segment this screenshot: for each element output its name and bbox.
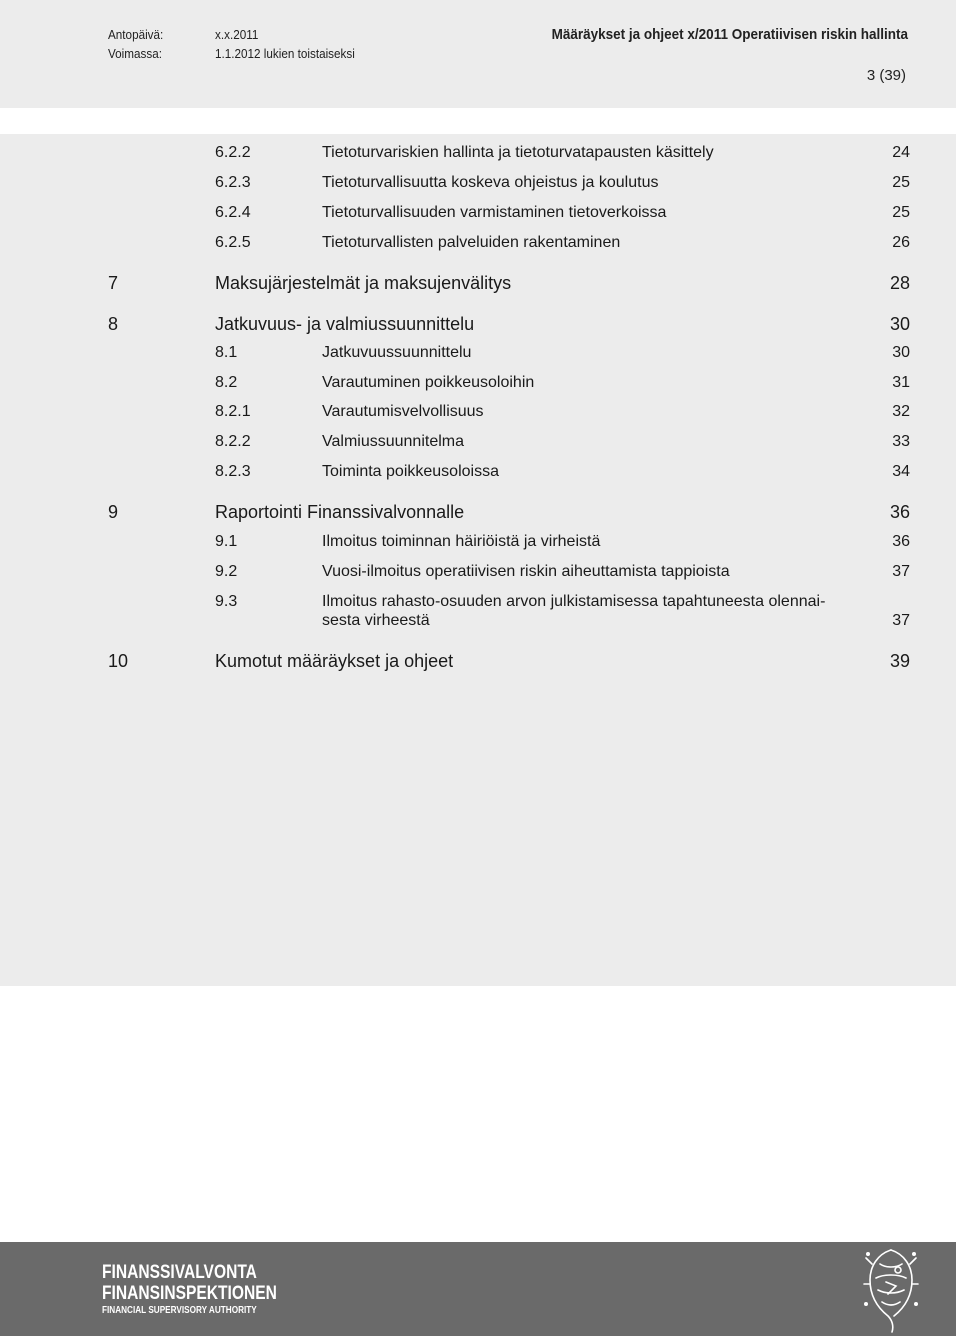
toc-entry-number: 8.2.2 — [215, 433, 251, 450]
toc-section-row[interactable] — [0, 563, 960, 589]
toc-entry-title: Varautumisvelvollisuus — [322, 403, 484, 420]
toc-entry-page: 26 — [892, 234, 910, 251]
toc-entry-title: Ilmoitus toiminnan häiriöistä ja virheistä — [322, 533, 601, 550]
toc-entry-number: 9.1 — [215, 533, 238, 550]
toc-entry-number: 8 — [108, 314, 119, 334]
toc-entry-title: Jatkuvuus- ja valmiussuunnittelu — [215, 314, 475, 334]
toc-section-row[interactable] — [0, 593, 960, 629]
toc-entry-number: 8.2 — [215, 374, 238, 391]
toc-section-row[interactable] — [0, 374, 960, 400]
toc-entry-number: 8.2.1 — [215, 403, 251, 420]
toc-entry-number: 9.2 — [215, 563, 238, 580]
toc-section-row[interactable] — [0, 144, 960, 170]
toc-entry-title: Raportointi Finanssivalvonnalle — [215, 502, 465, 522]
page-header — [0, 0, 956, 108]
toc-entry-title: Varautuminen poikkeusoloihin — [322, 374, 535, 391]
toc-entry-page: 37 — [892, 612, 910, 629]
toc-entry-page: 25 — [892, 174, 910, 191]
toc-entry-page: 28 — [889, 273, 910, 293]
toc-entry-title: Toiminta poikkeusoloissa — [322, 463, 499, 480]
toc-entry-page: 37 — [892, 563, 910, 580]
toc-entry-page: 34 — [892, 463, 910, 480]
document-title: Määräykset ja ohjeet x/2011 Operatiivisen riskin hallinta — [551, 26, 908, 43]
toc-section-row[interactable] — [0, 533, 960, 559]
toc-entry-page: 32 — [892, 403, 910, 420]
toc-entry-title: Tietoturvallisuutta koskeva ohjeistus ja koulutus — [322, 174, 659, 191]
toc-entry-number: 8.2.3 — [215, 463, 251, 480]
toc-entry-number: 7 — [108, 273, 119, 293]
toc-entry-page: 30 — [892, 344, 910, 361]
toc-section-row[interactable] — [0, 174, 960, 200]
toc-chapter-row[interactable] — [0, 314, 960, 340]
logo-line-finansinspektionen: FINANSINSPEKTIONEN — [102, 1283, 277, 1304]
toc-entry-number: 9.3 — [215, 593, 238, 610]
toc-entry-page: 30 — [889, 314, 910, 334]
toc-entry-page: 36 — [889, 502, 910, 522]
toc-entry-title: Tietoturvariskien hallinta ja tietoturvatapausten käsittely — [322, 144, 714, 161]
toc-entry-page: 36 — [892, 533, 910, 550]
logo-line-finanssivalvonta: FINANSSIVALVONTA — [102, 1262, 257, 1283]
toc-section-row[interactable] — [0, 234, 960, 260]
voimassa-label: Voimassa: — [108, 46, 162, 61]
toc-entry-page: 31 — [892, 374, 910, 391]
antopaiva-label: Antopäivä: — [108, 27, 164, 42]
toc-chapter-row[interactable] — [0, 651, 960, 677]
toc-section-row[interactable] — [0, 344, 960, 370]
lion-emblem-icon — [858, 1244, 924, 1334]
toc-entry-number: 6.2.2 — [215, 144, 251, 161]
toc-chapter-row[interactable] — [0, 273, 960, 299]
toc-entry-title: Jatkuvuussuunnittelu — [322, 344, 472, 361]
toc-entry-title-continued: sesta virheestä — [322, 612, 430, 629]
toc-entry-page: 33 — [892, 433, 910, 450]
toc-entry-page: 39 — [889, 651, 910, 671]
toc-entry-title: Vuosi-ilmoitus operatiivisen riskin aiheuttamista tappioista — [322, 563, 730, 580]
toc-section-row[interactable] — [0, 403, 960, 429]
toc-entry-number: 6.2.5 — [215, 234, 251, 251]
toc-entry-page: 25 — [892, 204, 910, 221]
toc-entry-title: Ilmoitus rahasto-osuuden arvon julkistamisessa tapahtuneesta olennai- — [322, 593, 826, 610]
toc-entry-number: 10 — [108, 651, 129, 671]
toc-entry-number: 6.2.4 — [215, 204, 251, 221]
toc-chapter-row[interactable] — [0, 502, 960, 528]
toc-entry-number: 9 — [108, 502, 119, 522]
toc-entry-title: Valmiussuunnitelma — [322, 433, 464, 450]
toc-section-row[interactable] — [0, 204, 960, 230]
toc-section-row[interactable] — [0, 433, 960, 459]
toc-section-row[interactable] — [0, 463, 960, 489]
voimassa-value: 1.1.2012 lukien toistaiseksi — [215, 46, 355, 61]
page-number: 3 (39) — [866, 67, 906, 84]
toc-entry-title: Tietoturvallisten palveluiden rakentaminen — [322, 234, 621, 251]
toc-entry-title: Tietoturvallisuuden varmistaminen tietoverkoissa — [322, 204, 667, 221]
toc-entry-number: 8.1 — [215, 344, 238, 361]
toc-entry-page: 24 — [892, 144, 910, 161]
antopaiva-value: x.x.2011 — [215, 27, 259, 42]
toc-entry-title: Maksujärjestelmät ja maksujenvälitys — [215, 273, 512, 293]
logo-line-english: FINANCIAL SUPERVISORY AUTHORITY — [102, 1305, 257, 1316]
toc-entry-title: Kumotut määräykset ja ohjeet — [215, 651, 454, 671]
toc-panel — [0, 134, 956, 986]
toc-entry-number: 6.2.3 — [215, 174, 251, 191]
